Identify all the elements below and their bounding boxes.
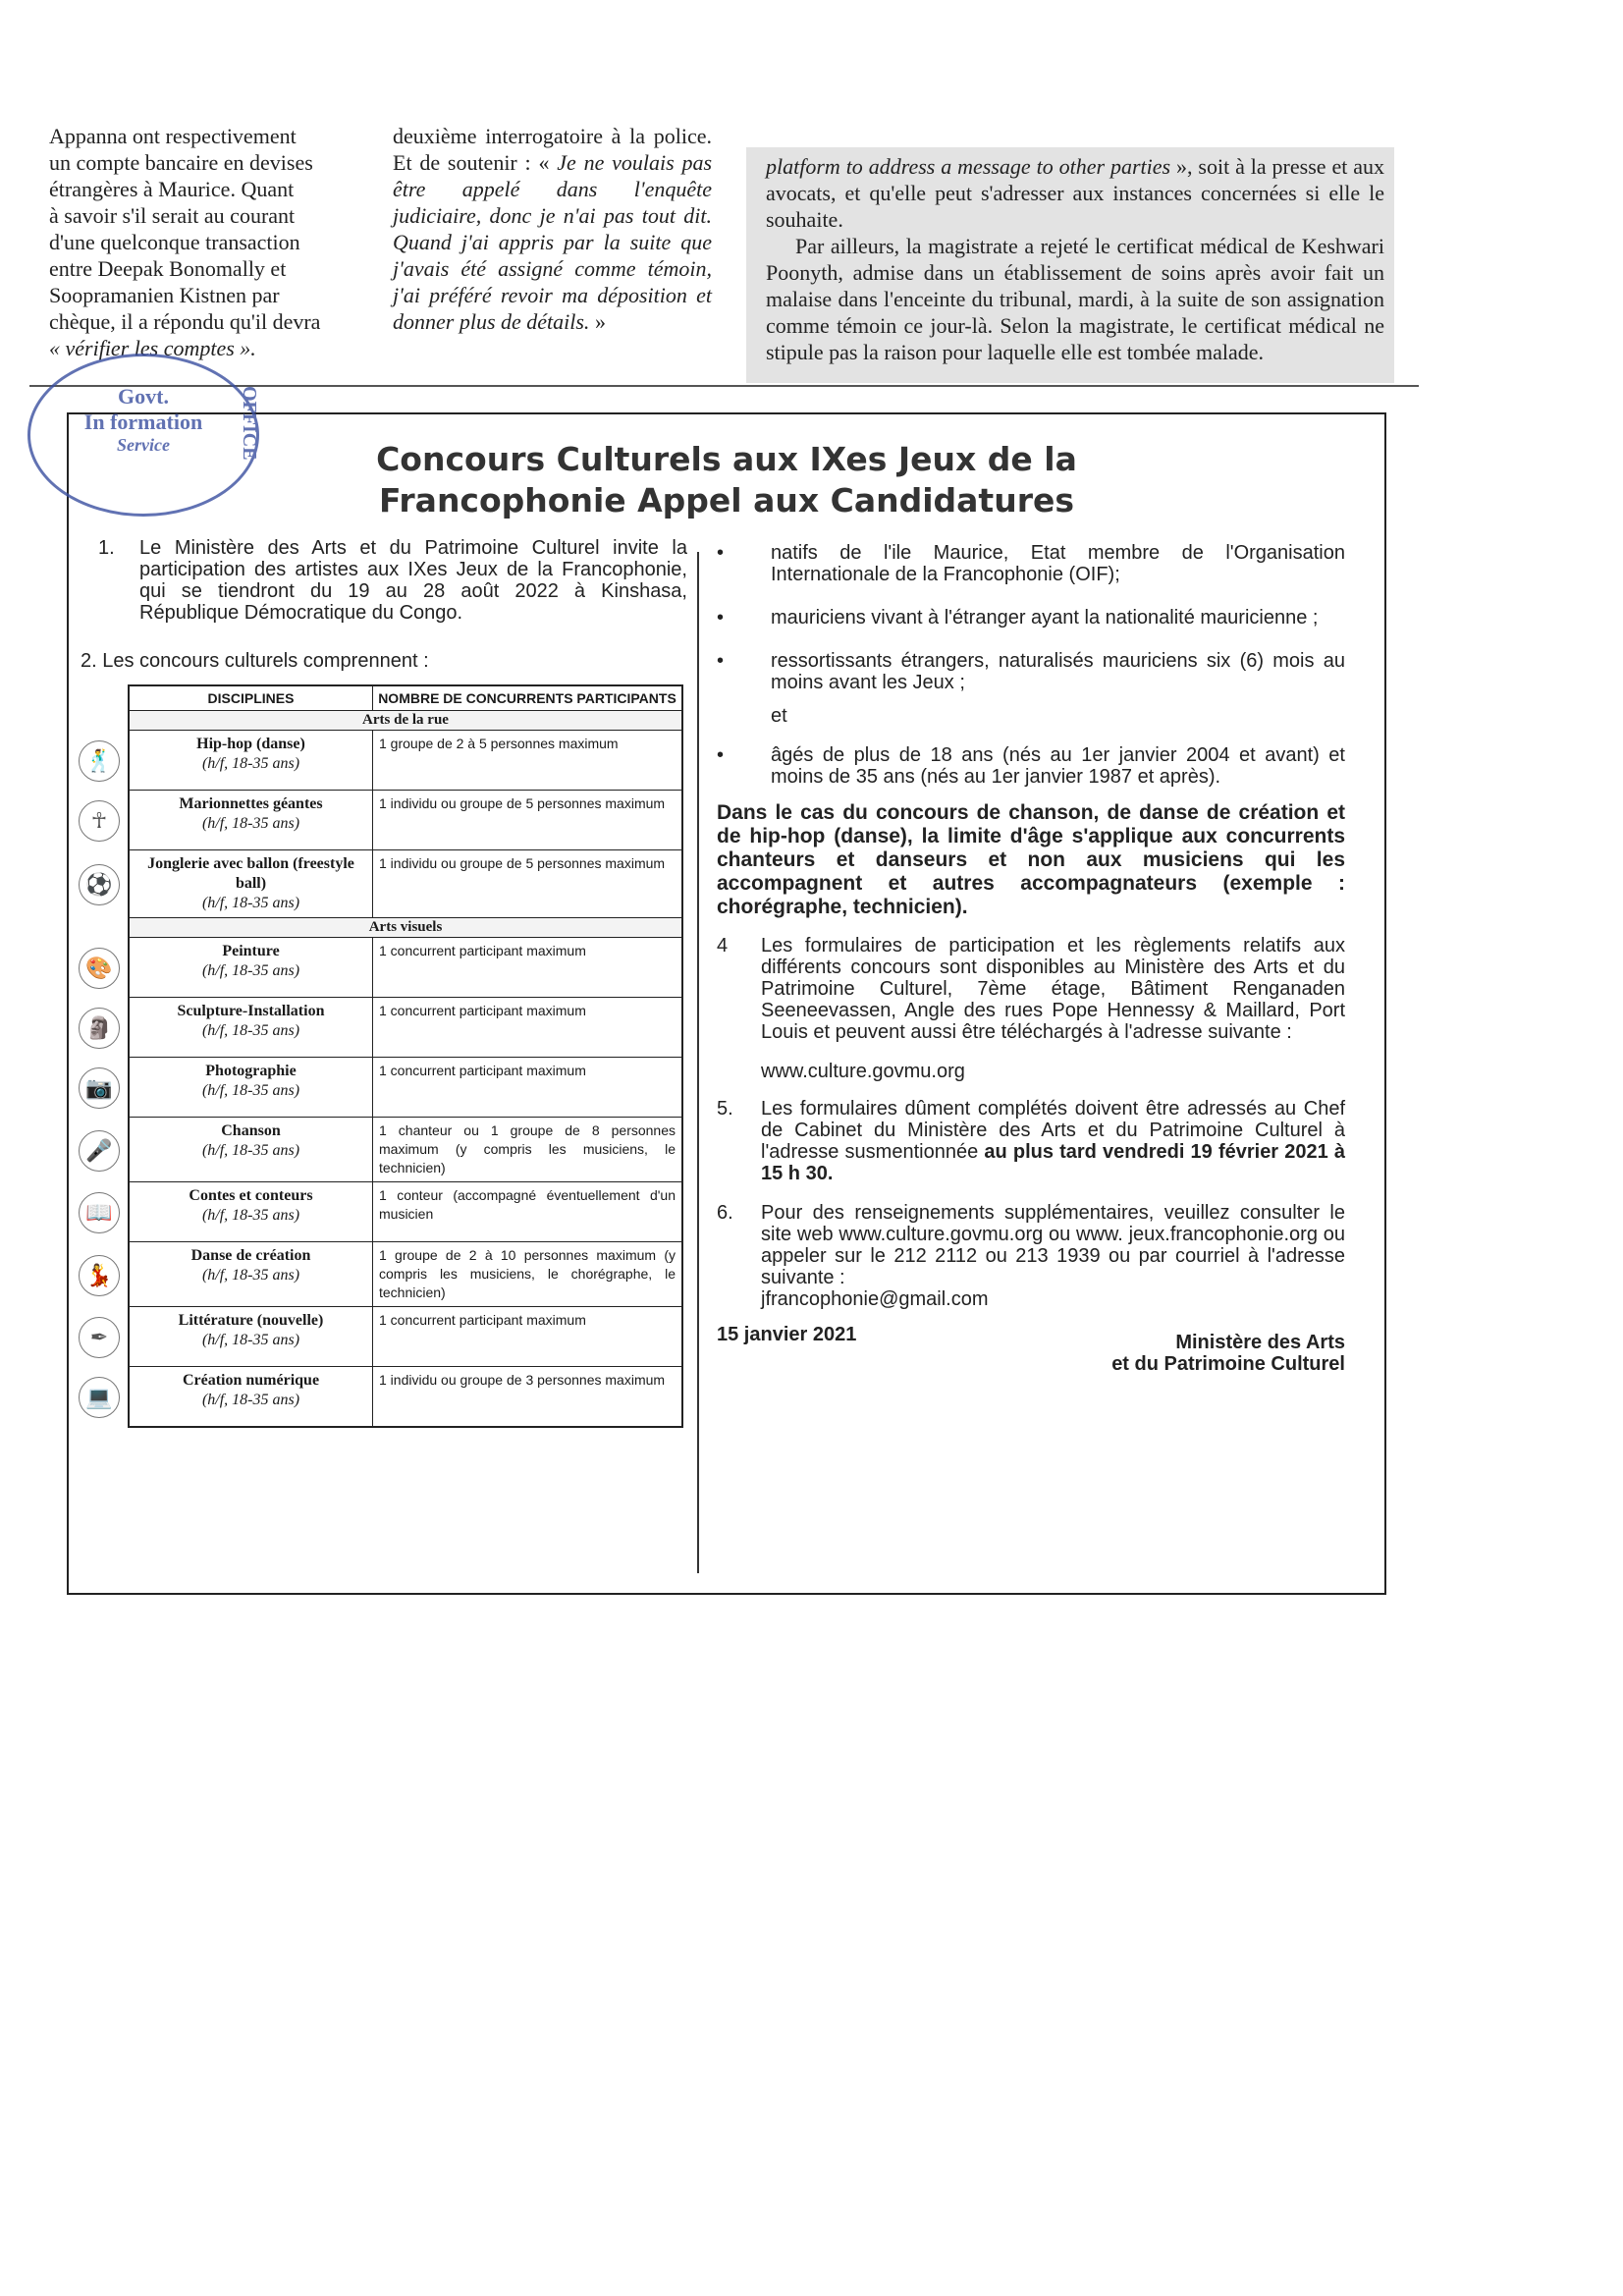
item-1-text: Le Ministère des Arts et du Patrimoine Culturel invite la participation des artistes aux IXes Jeux de la Francophonie, qui se tiendront du 19 au 28 août 2022 à Kinshasa, République Démocratique du Congo. xyxy=(139,537,687,624)
email-link[interactable]: jfrancophonie@gmail.com xyxy=(761,1288,989,1310)
item-5 xyxy=(717,1098,1345,1184)
item-1-number: 1. xyxy=(98,537,115,559)
col1-line: Appanna ont respectivement xyxy=(49,124,297,148)
bullet-item: • âgés de plus de 18 ans (nés au 1er janvier 2004 et avant) et moins de 35 ans (nés au 1er janvier 1987 et après). xyxy=(717,744,1345,788)
col3-p1: », soit à la presse et aux avocats, et qu'elle peut s'adresser aux instances concernées si elle le souhaite. xyxy=(766,154,1384,232)
discipline-age: (h/f, 18-35 ans) xyxy=(201,1267,300,1284)
discipline-name: Contes et conteurs xyxy=(189,1187,313,1204)
item-6-text-b: ou xyxy=(1043,1224,1077,1245)
sculpture-icon: 🗿 xyxy=(79,1008,120,1049)
col1-line: Soopramanien Kistnen par xyxy=(49,283,280,307)
col1-line: à savoir s'il serait au courant xyxy=(49,203,296,228)
painter-icon: 🎨 xyxy=(79,948,120,989)
discipline-age: (h/f, 18-35 ans) xyxy=(201,1082,300,1099)
discipline-age: (h/f, 18-35 ans) xyxy=(201,1392,300,1408)
discipline-name: Jonglerie avec ballon (freestyle ball) xyxy=(147,855,354,892)
discipline-name: Photographie xyxy=(205,1063,297,1079)
col1-line: entre Deepak Bonomally et xyxy=(49,256,287,281)
table-row xyxy=(129,1118,682,1182)
newspaper-column-1 xyxy=(49,123,368,361)
item-5-number: 5. xyxy=(717,1098,733,1120)
col1-line: chèque, il a répondu qu'il devra xyxy=(49,309,321,334)
discipline-age: (h/f, 18-35 ans) xyxy=(201,895,300,911)
item-6-text-c: ou appeler sur le 212 2112 ou 213 1939 ou par courriel à l'adresse suivante : xyxy=(761,1224,1345,1288)
participants-cell: 1 individu ou groupe de 5 personnes maximum xyxy=(373,791,683,850)
participants-cell: 1 concurrent participant maximum xyxy=(373,1058,683,1118)
bullet-list xyxy=(717,542,1346,1383)
notice-box xyxy=(67,412,1386,1595)
discipline-cell xyxy=(129,850,373,918)
discipline-age: (h/f, 18-35 ans) xyxy=(201,1207,300,1224)
item-1 xyxy=(98,537,687,624)
bullet-item: • ressortissants étrangers, naturalisés mauriciens six (6) mois au moins avant les Jeux ; xyxy=(717,650,1345,693)
table-row xyxy=(129,791,682,850)
table-row xyxy=(129,1367,682,1428)
hip-hop-dancer-icon: 🕺 xyxy=(79,740,120,782)
discipline-cell xyxy=(129,938,373,998)
bullet-item: • natifs de l'ile Maurice, Etat membre de l'Organisation Internationale de la Francophonie (OIF); xyxy=(717,542,1345,585)
item-6-site-2[interactable]: www. jeux.francophonie.org xyxy=(1076,1224,1318,1245)
notice-title xyxy=(69,439,1384,521)
signature xyxy=(1111,1332,1345,1375)
discipline-cell xyxy=(129,1242,373,1307)
col1-line: étrangères à Maurice. Quant xyxy=(49,177,295,201)
signature-line1: Ministère des Arts xyxy=(1175,1332,1345,1353)
discipline-name: Chanson xyxy=(221,1122,281,1139)
item-4-number: 4 xyxy=(717,935,729,957)
bullet-abroad: mauriciens vivant à l'étranger ayant la nationalité mauricienne ; xyxy=(771,607,1319,629)
age-limit-note: Dans le cas du concours de chanson, de danse de création et de hip-hop (danse), la limite d'âge s'applique aux concurrents chanteurs et danseurs et non aux musiciens qui les accompagnent et autres accompagnateurs (exemple : chorégraphe, technicien). xyxy=(717,801,1345,918)
header-count: NOMBRE DE CONCURRENTS PARTICIPANTS xyxy=(373,685,683,711)
item-5-deadline: au plus tard vendredi 19 février 2021 à 15 h 30. xyxy=(761,1141,1346,1184)
table-row xyxy=(129,850,682,918)
discipline-age: (h/f, 18-35 ans) xyxy=(201,962,300,979)
digital-creation-icon: 💻 xyxy=(79,1377,120,1418)
photographer-icon: 📷 xyxy=(79,1067,120,1109)
discipline-name: Sculpture-Installation xyxy=(177,1003,325,1019)
section-name: Arts de la rue xyxy=(129,711,682,731)
book-icon: ✒ xyxy=(79,1317,120,1358)
column-divider xyxy=(697,552,699,1573)
bullet-native: natifs de l'ile Maurice, Etat membre de l'Organisation Internationale de la Francophonie (OIF); xyxy=(771,542,1345,585)
discipline-cell xyxy=(129,1307,373,1367)
notice-date: 15 janvier 2021 xyxy=(717,1324,857,1345)
table-row xyxy=(129,1307,682,1367)
discipline-cell xyxy=(129,998,373,1058)
col3-quote: platform to address a message to other parties xyxy=(766,154,1171,179)
website-link[interactable]: www.culture.govmu.org xyxy=(761,1061,965,1082)
singer-icon: 🎤 xyxy=(79,1130,120,1172)
section-name: Arts visuels xyxy=(129,918,682,938)
item-6-text-a: Pour des renseignements supplémentaires, veuillez consulter le site web xyxy=(761,1202,1345,1245)
item-6-number: 6. xyxy=(717,1202,733,1224)
discipline-name: Création numérique xyxy=(182,1372,320,1389)
official-stamp xyxy=(27,354,259,517)
table-section-row xyxy=(129,918,682,938)
participants-cell: 1 chanteur ou 1 groupe de 8 personnes maximum (y compris les musiciens, le technicien) xyxy=(373,1118,683,1182)
discipline-cell xyxy=(129,731,373,791)
discipline-cell xyxy=(129,1058,373,1118)
signature-block xyxy=(717,1324,1345,1383)
col1-line: d'une quelconque transaction xyxy=(49,230,300,254)
bullet-naturalised: ressortissants étrangers, naturalisés mauriciens six (6) mois au moins avant les Jeux ; xyxy=(771,650,1345,693)
notice-title-line1: Concours Culturels aux IXes Jeux de la xyxy=(376,440,1077,478)
disciplines-table xyxy=(128,684,683,1428)
discipline-name: Danse de création xyxy=(190,1247,311,1264)
table-row xyxy=(129,1058,682,1118)
participants-cell: 1 individu ou groupe de 3 personnes maximum xyxy=(373,1367,683,1428)
table-section-row xyxy=(129,711,682,731)
storyteller-icon: 📖 xyxy=(79,1192,120,1233)
dancer-icon: 💃 xyxy=(79,1255,120,1296)
header-disciplines: DISCIPLINES xyxy=(129,685,373,711)
item-6-site-1[interactable]: www.culture.govmu.org xyxy=(839,1224,1044,1245)
discipline-cell xyxy=(129,1118,373,1182)
item-6 xyxy=(717,1202,1345,1310)
participants-cell: 1 concurrent participant maximum xyxy=(373,938,683,998)
signature-line2: et du Patrimoine Culturel xyxy=(1111,1353,1345,1375)
item-4-text: Les formulaires de participation et les règlements relatifs aux différents concours sont disponibles au Ministère des Arts et du Patrimoine Culturel, 7ème étage, Bâtiment Renganaden Seeneevassen, Angle des rues Pope Hennessy & Maillard, Port Louis et peuvent aussi être téléchargés à l'adresse suivante : xyxy=(761,935,1345,1043)
conjunction-et: et xyxy=(771,705,787,727)
participants-cell: 1 concurrent participant maximum xyxy=(373,998,683,1058)
discipline-name: Hip-hop (danse) xyxy=(196,736,305,752)
discipline-name: Marionnettes géantes xyxy=(179,795,323,812)
item-5-text: Les formulaires dûment complétés doivent être adressés au Chef de Cabinet du Ministère des Arts et du Patrimoine Culturel à l'adresse susmentionnée xyxy=(761,1098,1345,1163)
notice-title-line2: Francophonie Appel aux Candidatures xyxy=(378,481,1075,519)
stamp-line1: Govt. xyxy=(118,384,169,409)
stamp-line2: In formation xyxy=(83,410,203,434)
bullet-item: • mauriciens vivant à l'étranger ayant la nationalité mauricienne ; xyxy=(717,607,1319,629)
col1-line: un compte bancaire en devises xyxy=(49,150,313,175)
discipline-cell xyxy=(129,791,373,850)
bullet-age: âgés de plus de 18 ans (nés au 1er janvier 2004 et avant) et moins de 35 ans (nés au 1er janvier 1987 et après). xyxy=(771,744,1345,788)
newspaper-column-2 xyxy=(393,123,712,335)
participants-cell: 1 groupe de 2 à 5 personnes maximum xyxy=(373,731,683,791)
table-row xyxy=(129,998,682,1058)
item-4 xyxy=(717,935,1345,1043)
marionette-icon: ☥ xyxy=(79,800,120,842)
discipline-age: (h/f, 18-35 ans) xyxy=(201,1022,300,1039)
col2-close: » xyxy=(589,309,606,334)
discipline-age: (h/f, 18-35 ans) xyxy=(201,815,300,832)
table-row xyxy=(129,938,682,998)
participants-cell: 1 conteur (accompagné éventuellement d'un musicien xyxy=(373,1182,683,1242)
juggler-icon: ⚽ xyxy=(79,864,120,905)
discipline-name: Littérature (nouvelle) xyxy=(178,1312,324,1329)
discipline-age: (h/f, 18-35 ans) xyxy=(201,1142,300,1159)
discipline-age: (h/f, 18-35 ans) xyxy=(201,1332,300,1348)
table-body xyxy=(129,711,682,1428)
table-row xyxy=(129,731,682,791)
col3-p2: Par ailleurs, la magistrate a rejeté le certificat médical de Keshwari Poonyth, admise dans un établissement de soins après avoir fait un malaise dans l'enceinte du tribunal, mardi, à la suite de son assignation comme témoin ce jour-là. Selon la magistrate, le certificat médical ne stipule pas la raison pour laquelle elle est tombée malade. xyxy=(766,234,1384,364)
discipline-cell xyxy=(129,1367,373,1428)
col2-text: deuxième interrogatoire à la police. Et de soutenir : « xyxy=(393,124,712,175)
discipline-cell xyxy=(129,1182,373,1242)
discipline-age: (h/f, 18-35 ans) xyxy=(201,755,300,772)
item-2: 2. Les concours culturels comprennent : xyxy=(81,650,429,672)
participants-cell: 1 groupe de 2 à 10 personnes maximum (y compris les musiciens, le chorégraphe, le technicien) xyxy=(373,1242,683,1307)
col2-quote: Je ne voulais pas être appelé dans l'enquête judiciaire, donc je n'ai pas tout dit. Quand j'ai appris par la suite que j'avais été assigné comme témoin, j'ai préféré revoir ma déposition et donner plus de détails. xyxy=(393,150,713,334)
participants-cell: 1 concurrent participant maximum xyxy=(373,1307,683,1367)
participants-cell: 1 individu ou groupe de 5 personnes maximum xyxy=(373,850,683,918)
discipline-name: Peinture xyxy=(222,943,280,959)
col1-line-italic: « vérifier les comptes ». xyxy=(49,336,256,360)
table-row xyxy=(129,1182,682,1242)
stamp-side: OFFICE xyxy=(239,386,260,461)
stamp-line3: Service xyxy=(117,435,170,455)
table-row xyxy=(129,1242,682,1307)
newspaper-column-3 xyxy=(746,147,1394,383)
